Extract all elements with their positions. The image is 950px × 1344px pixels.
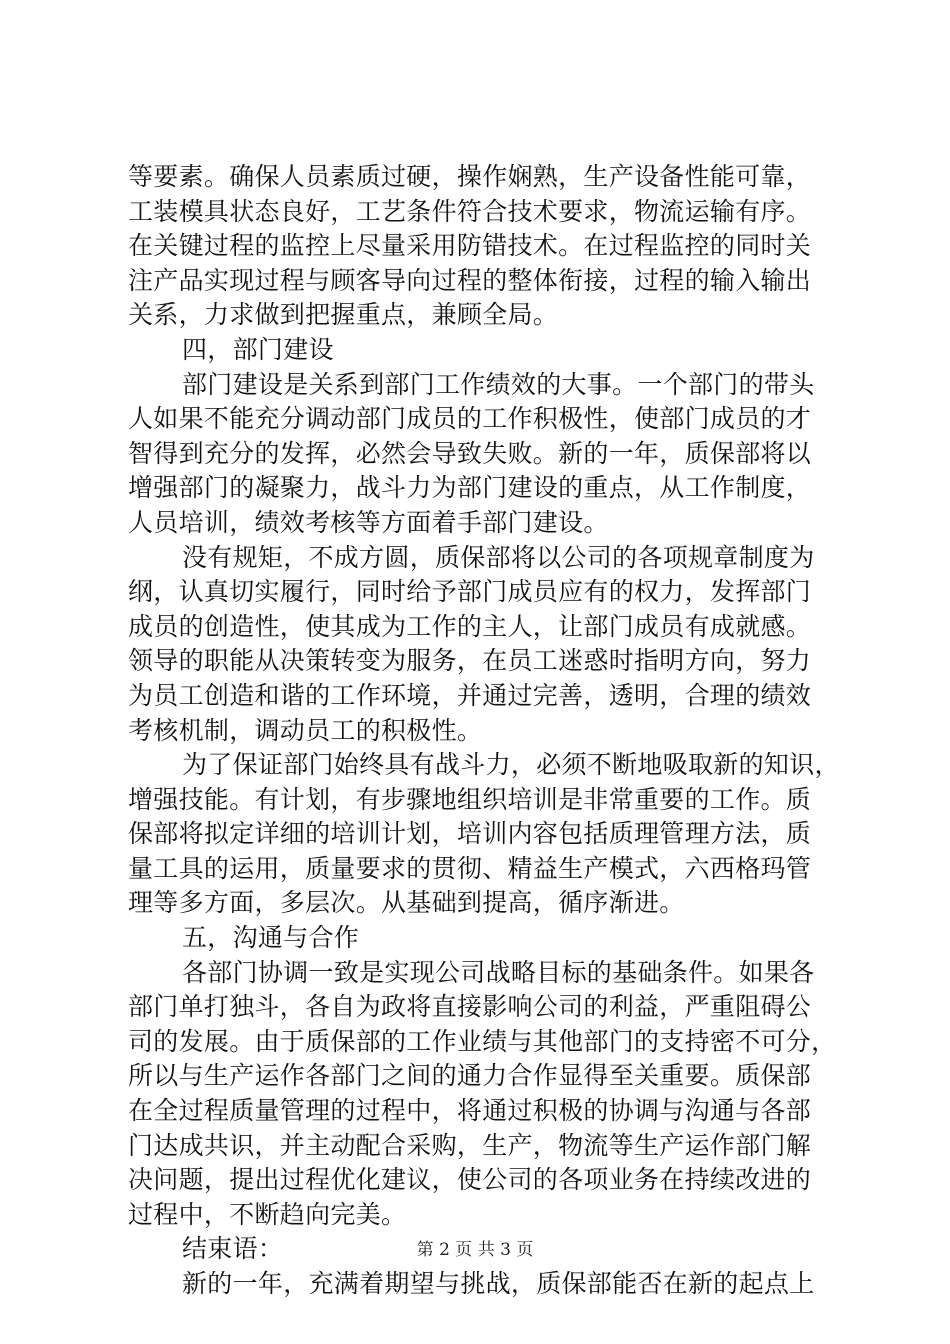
text-line: 等要素。确保人员素质过硬，操作娴熟，生产设备性能可靠， [128,162,812,191]
text-line: 成员的创造性，使其成为工作的主人，让部门成员有成就感。 [128,611,812,641]
text-line: 新的一年，充满着期望与挑战，质保部能否在新的起点上 [182,1269,815,1298]
text-line: 在全过程质量管理的过程中，将通过积极的协调与沟通与各部 [128,1096,812,1126]
text-line: 部门单打独斗，各自为政将直接影响公司的利益，严重阻碍公 [128,992,812,1022]
document-body [128,160,840,1302]
text-line: 在关键过程的监控上尽量采用防错技术。在过程监控的同时关 [128,231,812,261]
text-line: 注产品实现过程与顾客导向过程的整体衔接，过程的输入输出 [128,265,812,295]
text-line: 门达成共识，并主动配合采购，生产，物流等生产运作部门解 [128,1130,812,1160]
text-line: 部门建设是关系到部门工作绩效的大事。一个部门的带头 [182,369,815,399]
text-line: 所以与生产运作各部门之间的通力合作显得至关重要。质保部 [128,1061,812,1091]
text-line: 过程中，不断趋向完美。 [128,1199,407,1229]
text-line: 工装模具状态良好，工艺条件符合技术要求，物流运输有序。 [128,196,812,226]
text-line: 五，沟通与合作 [182,923,360,953]
text-line: 为员工创造和谐的工作环境，并通过完善，透明，合理的绩效 [128,680,812,710]
text-line: 智得到充分的发挥，必然会导致失败。新的一年，质保部将以 [128,438,812,468]
text-line: 纲，认真切实履行，同时给予部门成员应有的权力，发挥部门 [128,577,812,607]
text-line: 人如果不能充分调动部门成员的工作积极性，使部门成员的才 [128,404,812,434]
text-line: 保部将拟定详细的培训计划，培训内容包括质理管理方法，质 [128,819,812,849]
text-line: 增强技能。有计划，有步骤地组织培训是非常重要的工作。质 [128,784,812,814]
text-line: 理等多方面，多层次。从基础到提高，循序渐进。 [128,888,685,918]
text-line: 决问题，提出过程优化建议，使公司的各项业务在持续改进的 [128,1165,812,1195]
text-line: 没有规矩，不成方圆，质保部将以公司的各项规章制度为 [182,542,815,572]
text-line: 四，部门建设 [182,334,334,364]
text-line: 司的发展。由于质保部的工作业绩与其他部门的支持密不可分， [128,1026,837,1056]
text-line: 结束语： [182,1234,284,1264]
text-line: 为了保证部门始终具有战斗力，必须不断地吸取新的知识， [182,750,840,780]
text-line: 考核机制，调动员工的积极性。 [128,715,483,745]
page-footer: 第 2 页 共 3 页 [416,1240,534,1260]
text-line: 各部门协调一致是实现公司战略目标的基础条件。如果各 [182,957,815,987]
text-line: 领导的职能从决策转变为服务，在员工迷惑时指明方向，努力 [128,646,812,676]
text-line: 增强部门的凝聚力，战斗力为部门建设的重点，从工作制度， [128,473,812,503]
text-line: 人员培训，绩效考核等方面着手部门建设。 [128,507,609,537]
text-line: 关系，力求做到把握重点，兼顾全局。 [128,300,559,330]
text-line: 量工具的运用，质量要求的贯彻、精益生产模式，六西格玛管 [128,853,812,883]
